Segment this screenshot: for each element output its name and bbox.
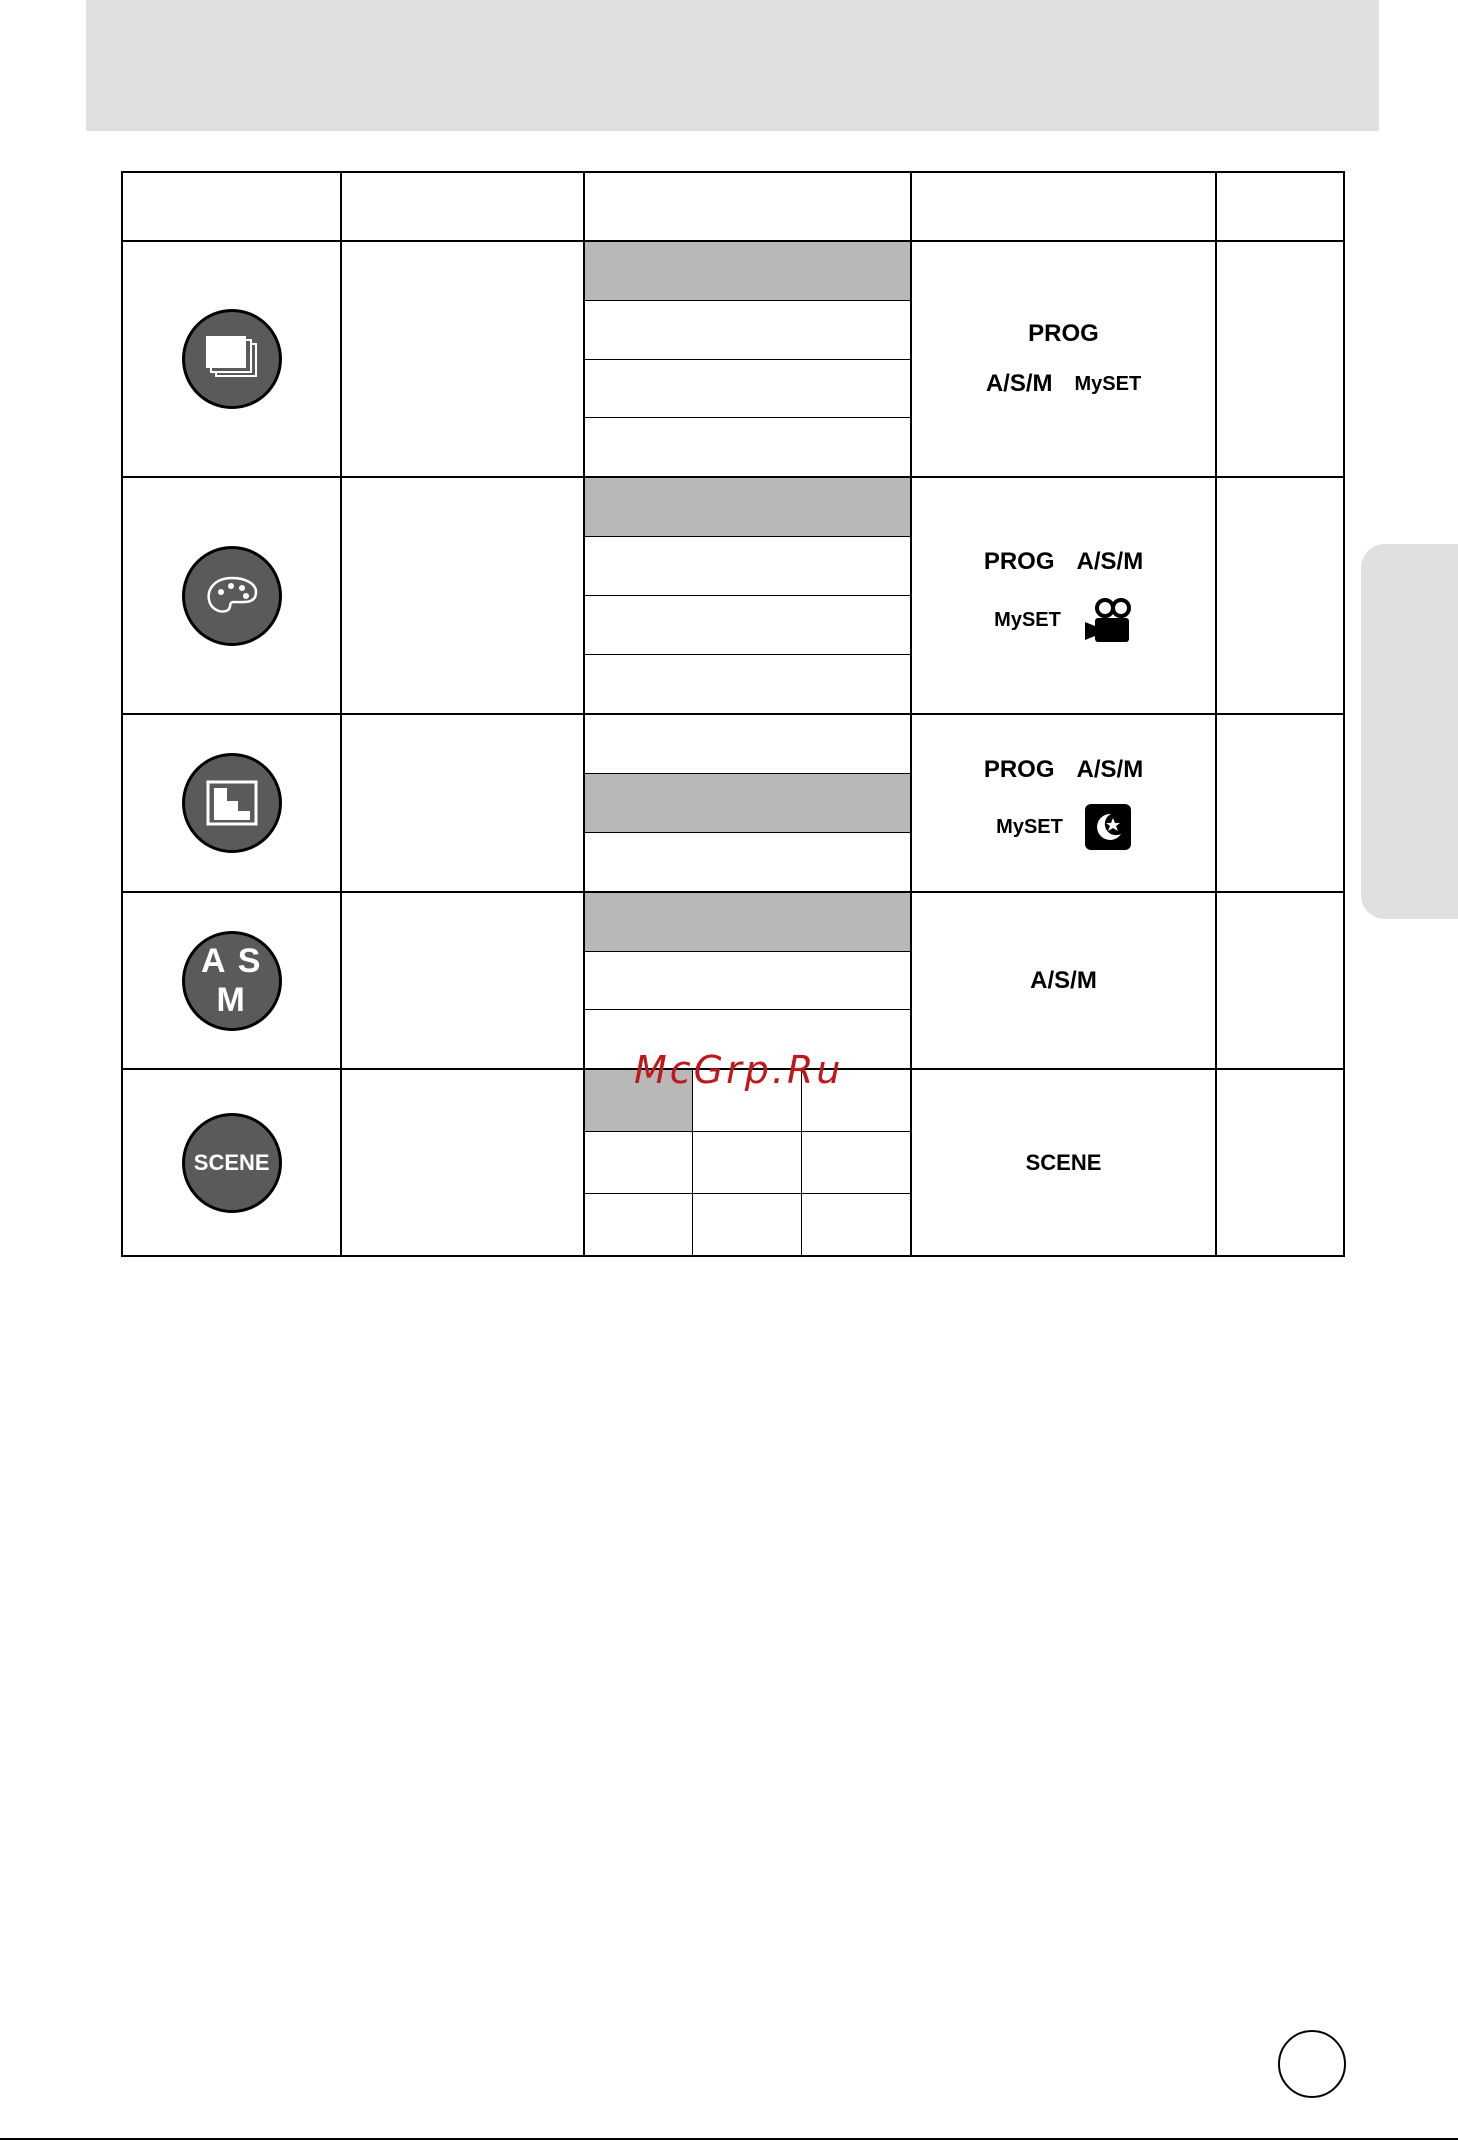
mode-label: A/S/M [985, 370, 1053, 397]
available-modes-cell [911, 241, 1215, 477]
asm-icon [182, 931, 282, 1031]
page-ref-cell [1216, 892, 1344, 1069]
table-row [122, 477, 1344, 714]
option-cell [584, 241, 912, 477]
header-band [86, 0, 1379, 131]
option[interactable] [585, 301, 911, 360]
table-header-row [122, 172, 1344, 241]
option[interactable] [585, 360, 911, 419]
mode-label: MySET [996, 815, 1063, 838]
mode-label: A/S/M [1030, 966, 1097, 994]
mode-label: MySET [994, 609, 1061, 631]
table-row [122, 892, 1344, 1069]
header-cell-page [1216, 172, 1344, 241]
option[interactable] [693, 1132, 802, 1194]
header-cell-menu [341, 172, 583, 241]
night-scene-icon [1085, 804, 1131, 850]
option[interactable] [585, 596, 911, 655]
feature-mode-table [121, 171, 1345, 1257]
mode-label: PROG [983, 547, 1055, 575]
table-row [122, 241, 1344, 477]
option[interactable] [585, 715, 911, 774]
page-number-circle [1278, 2030, 1346, 2098]
page-ref-cell [1216, 714, 1344, 892]
chapter-side-tab [1361, 544, 1458, 919]
option-selected[interactable] [585, 893, 911, 952]
option[interactable] [585, 833, 911, 891]
icon-cell [122, 241, 341, 477]
menu-name-cell [341, 892, 583, 1069]
table-row [122, 714, 1344, 892]
mode-label: SCENE [1025, 1149, 1102, 1175]
menu-name-cell [341, 241, 583, 477]
available-modes-cell [911, 714, 1215, 892]
available-modes-cell [911, 477, 1215, 714]
menu-name-cell [341, 1069, 583, 1256]
page-ref-cell [1216, 1069, 1344, 1256]
menu-name-cell [341, 477, 583, 714]
mode-label: MySET [1074, 372, 1142, 395]
bottom-rule [0, 2138, 1458, 2140]
option[interactable] [585, 952, 911, 1011]
available-modes-cell [911, 892, 1215, 1069]
scene-icon [182, 1113, 282, 1213]
watermark: McGrp.Ru [634, 1048, 844, 1092]
option-selected[interactable] [585, 242, 911, 301]
icon-cell [122, 892, 341, 1069]
contrast-steps-icon [182, 753, 282, 853]
option[interactable] [585, 418, 911, 476]
option[interactable] [585, 537, 911, 596]
option[interactable] [585, 1132, 694, 1194]
mode-label: A/S/M [1076, 756, 1144, 783]
option-selected[interactable] [585, 774, 911, 833]
option-cell [584, 1069, 912, 1256]
header-cell-modes [911, 172, 1215, 241]
option[interactable] [802, 1132, 911, 1194]
header-cell-options [584, 172, 912, 241]
header-cell-icon [122, 172, 341, 241]
option[interactable] [585, 1194, 694, 1255]
available-modes-cell [911, 1069, 1215, 1256]
icon-cell [122, 477, 341, 714]
mode-label: A/S/M [1076, 547, 1144, 575]
option-cell [584, 892, 912, 1069]
option-cell [584, 477, 912, 714]
page-ref-cell [1216, 477, 1344, 714]
option-selected[interactable] [585, 478, 911, 537]
scene-icon-text: SCENE [193, 1149, 270, 1175]
menu-name-cell [341, 714, 583, 892]
palette-icon [182, 546, 282, 646]
option[interactable] [585, 655, 911, 713]
mode-label: PROG [1028, 320, 1099, 347]
mode-label: PROG [983, 756, 1055, 783]
table-row [122, 1069, 1344, 1256]
page-ref-cell [1216, 241, 1344, 477]
movie-camera-icon [1083, 598, 1133, 644]
option[interactable] [802, 1194, 911, 1255]
option[interactable] [693, 1194, 802, 1255]
icon-cell [122, 714, 341, 892]
icon-cell [122, 1069, 341, 1256]
asm-icon-text: A S M [200, 941, 263, 1019]
continuous-shot-icon [182, 309, 282, 409]
option-cell [584, 714, 912, 892]
